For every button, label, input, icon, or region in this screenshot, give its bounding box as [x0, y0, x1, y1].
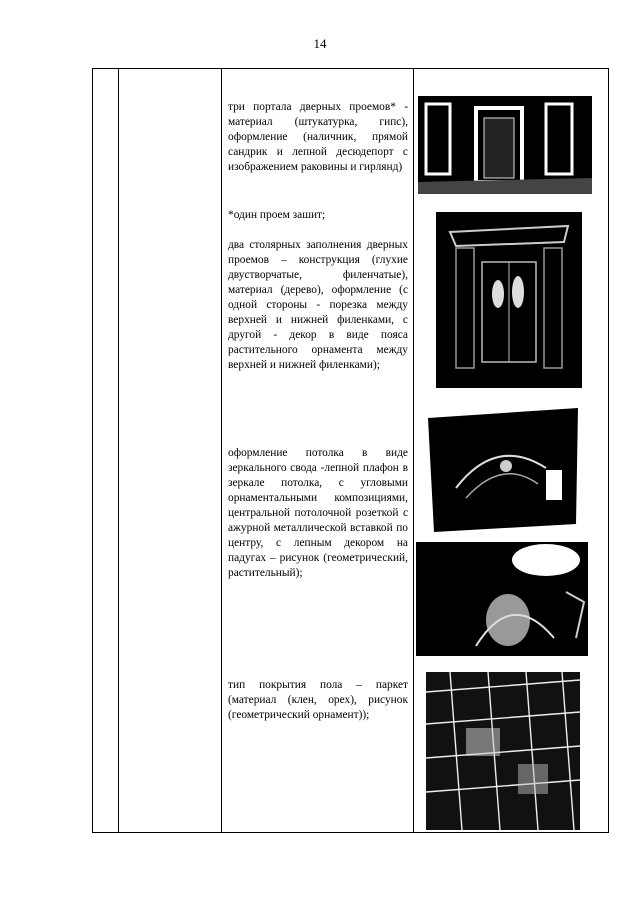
- photo-ceiling-detail: [416, 542, 588, 656]
- column-divider: [413, 68, 414, 833]
- entry-ceiling: оформление потолка в виде зеркального свода -лепной плафон в зеркале потолка, с угловыми орнаментальными композициями, центральной потолочной розеткой с ажурной металлической вставкой по центру, с лепным декором на падугах – рисунок (геометрический, растительный);: [228, 447, 408, 579]
- entry-footnote: *один проем зашит;: [228, 209, 326, 221]
- photo-ceiling-vault: [426, 408, 580, 532]
- photo-parquet-floor: [426, 672, 580, 830]
- photo-door-portals: [418, 70, 592, 194]
- entry-floor: тип покрытия пола – паркет (материал (клен, орех), рисунок (геометрический орнамент));: [228, 679, 408, 721]
- entry-door-fillings: два столярных заполнения дверных проемов – конструкция (глухие двустворчатые, филенчатые), материал (дерево), оформление (с одной стороны - порезка между верхней и нижней филенками, с другой - декор в виде пояса растительного орнамента между верхней и нижней филенками);: [228, 239, 408, 371]
- column-divider: [221, 68, 222, 833]
- column-divider: [118, 68, 119, 833]
- photo-wooden-doors: [436, 212, 582, 388]
- entry-door-portals: три портала дверных проемов* - материал (штукатурка, гипс), оформление (наличник, прямой сандрик и лепной десюдепорт с изображением раковины и гирлянд): [228, 101, 408, 173]
- page-number: 14: [313, 36, 327, 51]
